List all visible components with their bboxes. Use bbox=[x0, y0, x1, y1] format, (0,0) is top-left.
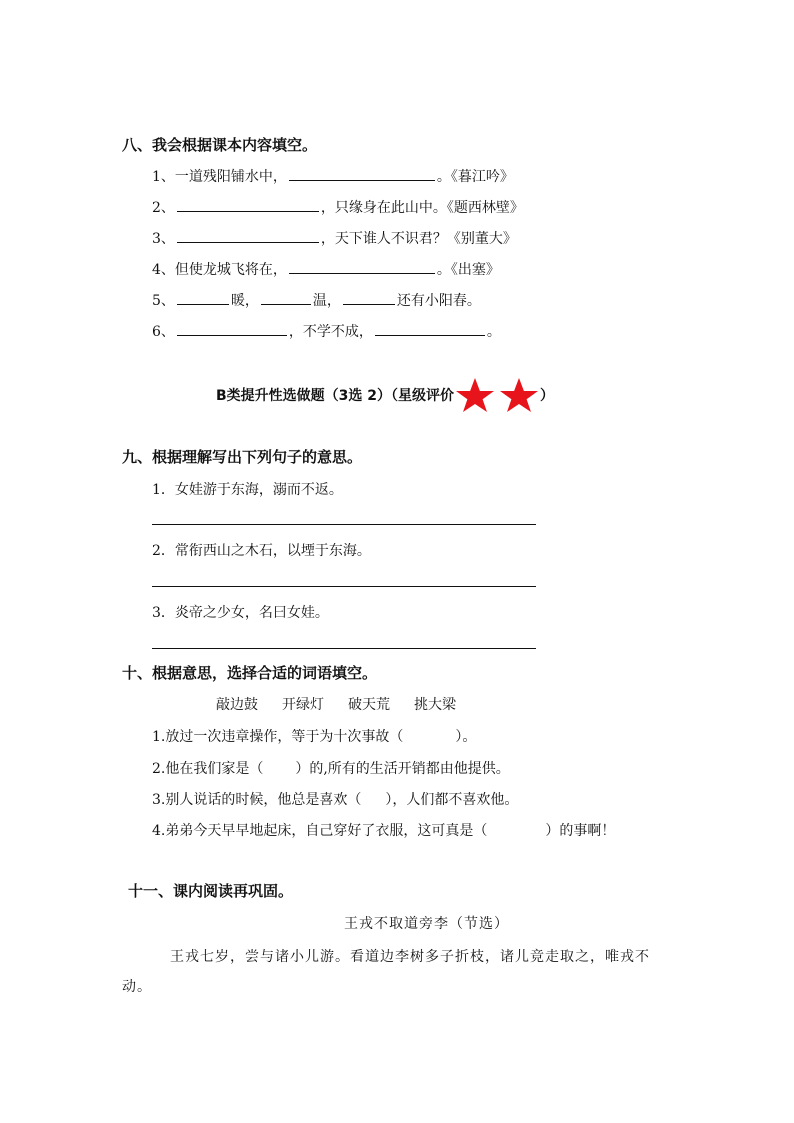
answer-blank[interactable] bbox=[289, 259, 435, 274]
section-b-heading bbox=[216, 376, 554, 416]
star-icon bbox=[454, 376, 496, 416]
star-icon bbox=[498, 376, 540, 416]
item-text: 温， bbox=[312, 293, 341, 309]
item-number: 1、 bbox=[152, 169, 175, 185]
answer-blank[interactable] bbox=[343, 290, 395, 305]
word-option: 开绿灯 bbox=[282, 697, 324, 713]
item-text-pre: 3.别人说话的时候，他总是喜欢（ bbox=[152, 792, 362, 808]
passage-text-continued: 动。 bbox=[122, 979, 152, 995]
section-b-text: B类提升性选做题（3选 2）（星级评价 bbox=[216, 388, 455, 404]
item-text-pre: 一道残阳铺水中， bbox=[174, 169, 287, 185]
section-8-title: 八、我会根据课本内容填空。 bbox=[122, 136, 318, 154]
fill-item-2 bbox=[152, 197, 524, 217]
passage-text: 王戎七岁，尝与诸小儿游。看道边李树多子折枝，诸儿竞走取之，唯戎不 bbox=[170, 949, 650, 965]
question-item-1: 1．女娃游于东海，溺而不返。 bbox=[152, 482, 343, 498]
fill-item-3 bbox=[152, 228, 517, 248]
choice-item-3 bbox=[152, 789, 518, 809]
item-number: 2、 bbox=[152, 200, 175, 216]
choice-item-1 bbox=[152, 726, 476, 746]
item-text-post: ）。 bbox=[455, 729, 477, 745]
item-text-post: ，只缘身在此山中。《题西林壁》 bbox=[320, 200, 524, 216]
item-number: 5、 bbox=[152, 293, 175, 309]
item-text-post: 。《暮江吟》 bbox=[436, 169, 514, 185]
choice-item-4 bbox=[152, 820, 615, 840]
answer-blank[interactable] bbox=[289, 166, 435, 181]
item-text-pre: 但使龙城飞将在， bbox=[174, 262, 287, 278]
answer-blank[interactable] bbox=[177, 290, 229, 305]
answer-blank[interactable] bbox=[177, 321, 287, 336]
item-number: 3、 bbox=[152, 231, 175, 247]
choice-item-2 bbox=[152, 758, 510, 778]
fill-item-4 bbox=[152, 259, 500, 279]
section-11-title: 十一、课内阅读再巩固。 bbox=[128, 882, 294, 900]
section-10-title: 十、根据意思，选择合适的词语填空。 bbox=[122, 664, 378, 682]
item-number: 4、 bbox=[152, 262, 175, 278]
item-text: 还有小阳春。 bbox=[396, 293, 481, 309]
answer-blank[interactable] bbox=[375, 321, 485, 336]
word-option: 破天荒 bbox=[348, 697, 390, 713]
passage-title: 王戎不取道旁李（节选） bbox=[344, 916, 509, 932]
item-text-pre: 1.放过一次违章操作，等于为十次事故（ bbox=[152, 729, 404, 745]
answer-line[interactable] bbox=[152, 586, 536, 587]
word-option: 挑大梁 bbox=[414, 697, 456, 713]
fill-item-6 bbox=[152, 321, 501, 341]
answer-line[interactable] bbox=[152, 648, 536, 649]
item-text-post: ），人们都不喜欢他。 bbox=[385, 792, 519, 808]
word-option: 敲边鼓 bbox=[216, 697, 258, 713]
fill-item-1 bbox=[152, 166, 514, 186]
item-text-post: ）的,所有的生活开销都由他提供。 bbox=[295, 761, 510, 777]
answer-line[interactable] bbox=[152, 524, 536, 525]
item-number: 6、 bbox=[152, 324, 175, 340]
item-text-pre: 2.他在我们家是（ bbox=[152, 761, 264, 777]
item-text: 暖， bbox=[230, 293, 259, 309]
item-text: 。 bbox=[486, 324, 501, 340]
fill-item-5 bbox=[152, 290, 481, 310]
section-b-close: ） bbox=[540, 388, 555, 404]
question-item-3: 3．炎帝之少女，名曰女娃。 bbox=[152, 605, 329, 621]
item-text-post: 。《出塞》 bbox=[436, 262, 500, 278]
item-text-post: ，天下谁人不识君？《别董大》 bbox=[320, 231, 517, 247]
answer-blank[interactable] bbox=[261, 290, 311, 305]
answer-blank[interactable] bbox=[177, 197, 319, 212]
item-text: ，不学不成， bbox=[288, 324, 373, 340]
word-bank bbox=[216, 694, 456, 714]
answer-blank[interactable] bbox=[177, 228, 319, 243]
section-9-title: 九、根据理解写出下列句子的意思。 bbox=[122, 448, 363, 466]
item-text-post: ）的事啊！ bbox=[545, 823, 616, 839]
question-item-2: 2．常衔西山之木石，以堙于东海。 bbox=[152, 543, 371, 559]
item-text-pre: 4.弟弟今天早早地起床，自己穿好了衣服，这可真是（ bbox=[152, 823, 488, 839]
